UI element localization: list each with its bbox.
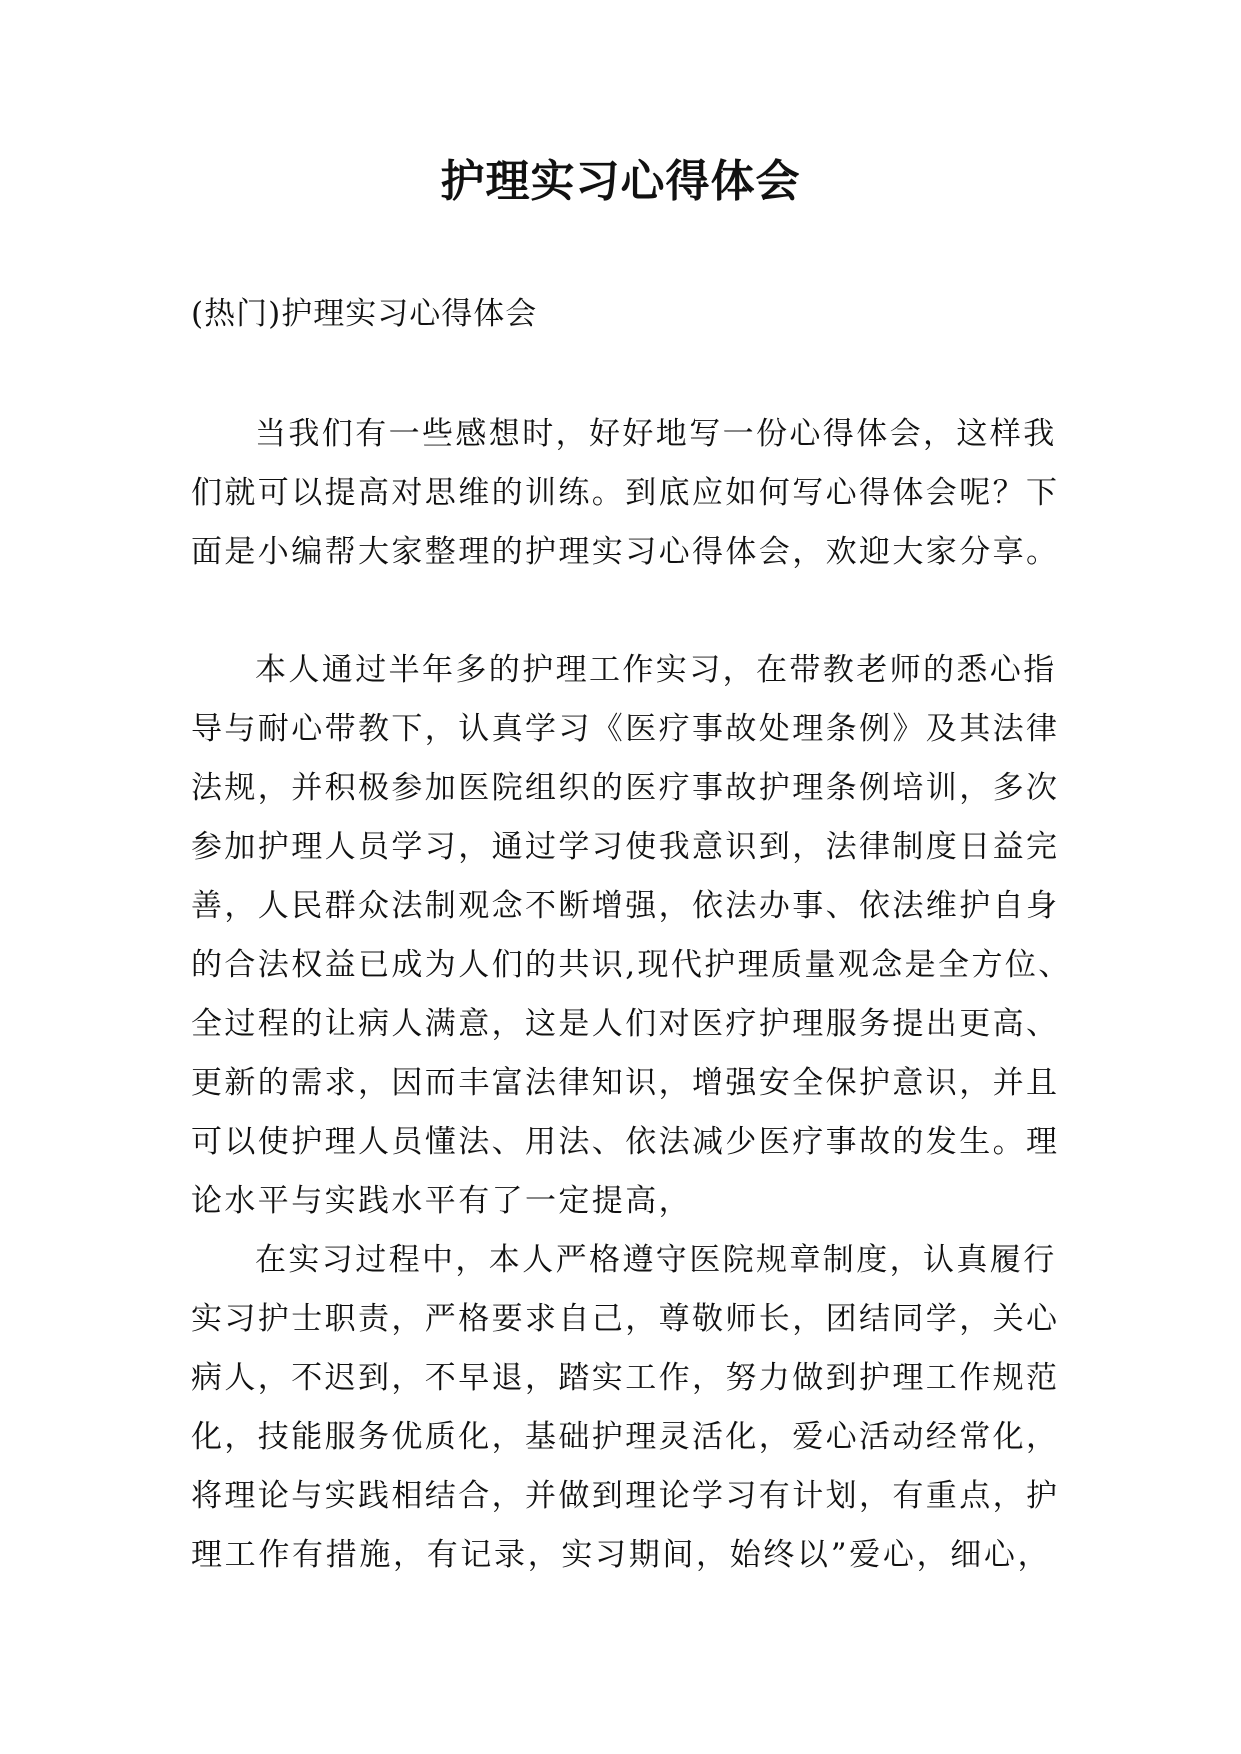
paragraph-line: 当我们有一些感想时，好好地写一份心得体会，这样我: [255, 416, 1057, 452]
paragraph-practice: [191, 1231, 1060, 1585]
paragraph-line: 善，人民群众法制观念不断增强，依法办事、依法维护自身: [191, 888, 1060, 924]
paragraph-line: 导与耐心带教下，认真学习《医疗事故处理条例》及其法律: [191, 711, 1060, 747]
paragraph-line: 们就可以提高对思维的训练。到底应如何写心得体会呢？下: [191, 475, 1060, 511]
paragraph-line: 的合法权益已成为人们的共识,现代护理质量观念是全方位、: [191, 947, 1072, 983]
paragraph-line: 在实习过程中，本人严格遵守医院规章制度，认真履行: [255, 1242, 1057, 1278]
document-subtitle: (热门)护理实习心得体会: [191, 296, 538, 332]
paragraph-line: 论水平与实践水平有了一定提高，: [191, 1183, 692, 1219]
paragraph-line: 参加护理人员学习，通过学习使我意识到，法律制度日益完: [191, 829, 1060, 865]
paragraph-intro: [191, 405, 1060, 582]
paragraph-study: [191, 641, 1072, 1231]
paragraph-line: 法规，并积极参加医院组织的医疗事故护理条例培训，多次: [191, 770, 1060, 806]
paragraph-line: 更新的需求，因而丰富法律知识，增强安全保护意识，并且: [191, 1065, 1060, 1101]
paragraph-line: 可以使护理人员懂法、用法、依法减少医疗事故的发生。理: [191, 1124, 1060, 1160]
page-title: 护理实习心得体会: [440, 156, 801, 207]
paragraph-line: 本人通过半年多的护理工作实习，在带教老师的悉心指: [255, 652, 1057, 688]
paragraph-line: 病人，不迟到，不早退，踏实工作，努力做到护理工作规范: [191, 1360, 1060, 1396]
paragraph-line: 面是小编帮大家整理的护理实习心得体会，欢迎大家分享。: [191, 534, 1060, 570]
paragraph-line: 实习护士职责，严格要求自己，尊敬师长，团结同学，关心: [191, 1301, 1060, 1337]
paragraph-line: 将理论与实践相结合，并做到理论学习有计划，有重点，护: [191, 1478, 1060, 1514]
paragraph-line: 全过程的让病人满意，这是人们对医疗护理服务提出更高、: [191, 1006, 1060, 1042]
paragraph-line: 化，技能服务优质化，基础护理灵活化，爱心活动经常化，: [191, 1419, 1060, 1455]
paragraph-line: 理工作有措施，有记录，实习期间，始终以”爱心，细心，: [191, 1537, 1051, 1573]
